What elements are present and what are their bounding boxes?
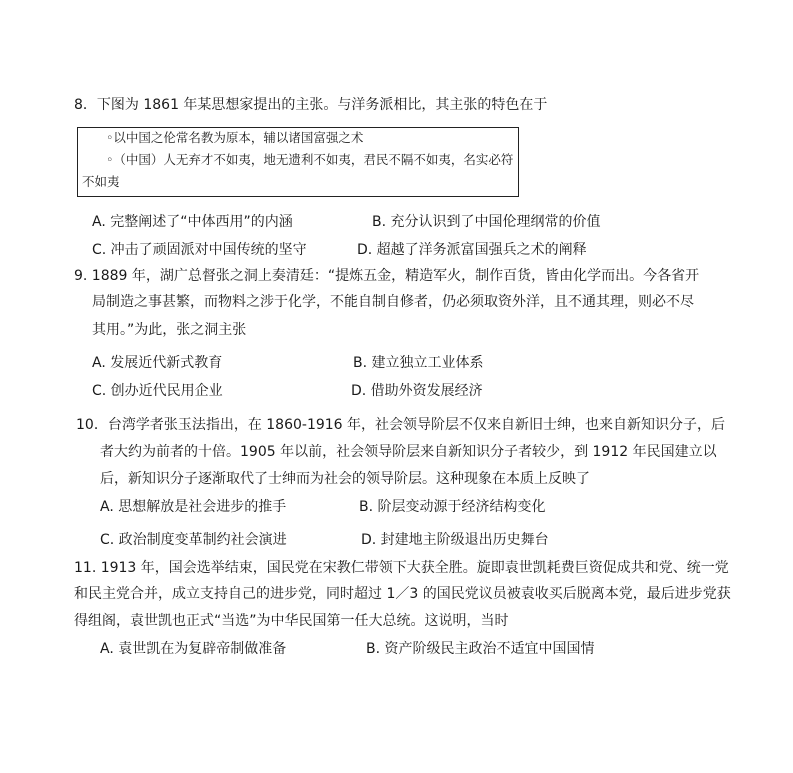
q10-stem-line-2: 者大约为前者的十倍。1905 年以前，社会领导阶层来自新知识分子者较少，到 1912 年民国建立以 [100, 444, 717, 460]
q8-quote-box [77, 127, 519, 197]
q9-option-b[interactable]: B. 建立独立工业体系 [353, 355, 484, 371]
q9-stem-line-1: 9. 1889 年，湖广总督张之洞上奏清廷：“提炼五金，精造军火，制作百货，皆由化学而出。今各省开 [74, 268, 700, 284]
q8-option-c[interactable]: C. 冲击了顽固派对中国传统的坚守 [92, 242, 307, 258]
q11-stem-line-1: 11. 1913 年，国会选举结束，国民党在宋教仁带领下大获全胜。旋即袁世凯耗费巨资促成共和党、统一党 [74, 560, 729, 576]
q9-option-a[interactable]: A. 发展近代新式教育 [92, 355, 223, 371]
q10-stem-line-1: 10．台湾学者张玉法指出，在 1860-1916 年，社会领导阶层不仅来自新旧士绅，也来自新知识分子，后 [76, 417, 726, 433]
q11-option-a[interactable]: A. 袁世凯在为复辟帝制做准备 [100, 641, 287, 657]
q9-stem-line-3: 其用。”为此，张之洞主张 [92, 322, 247, 338]
q9-option-d[interactable]: D. 借助外资发展经济 [351, 383, 483, 399]
q8-option-a[interactable]: A. 完整阐述了“中体西用”的内涵 [92, 214, 293, 230]
q11-stem-line-3: 得组阁，袁世凯也正式“当选”为中华民国第一任大总统。这说明，当时 [74, 613, 509, 629]
q10-option-c[interactable]: C. 政治制度变革制约社会演进 [100, 532, 287, 548]
q10-option-b[interactable]: B. 阶层变动源于经济结构变化 [359, 499, 546, 515]
q10-option-a[interactable]: A. 思想解放是社会进步的推手 [100, 499, 287, 515]
q8-option-b[interactable]: B. 充分认识到了中国伦理纲常的价值 [372, 214, 601, 230]
q8-quote-line-3: 不如夷 [82, 174, 120, 189]
q10-option-d[interactable]: D. 封建地主阶级退出历史舞台 [361, 532, 549, 548]
q8-option-d[interactable]: D. 超越了洋务派富国强兵之术的阐释 [357, 242, 587, 258]
q8-stem: 8．下图为 1861 年某思想家提出的主张。与洋务派相比，其主张的特色在于 [74, 97, 548, 113]
q10-stem-line-3: 后，新知识分子逐渐取代了士绅而为社会的领导阶层。这种现象在本质上反映了 [100, 471, 590, 487]
q8-quote-line-2: ◦（中国）人无弃才不如夷，地无遗利不如夷，君民不隔不如夷，名实必符 [106, 152, 514, 167]
q8-quote-line-1: ◦以中国之伦常名教为原本，辅以诸国富强之术 [106, 130, 364, 145]
q9-option-c[interactable]: C. 创办近代民用企业 [92, 383, 223, 399]
q9-stem-line-2: 局制造之事甚繁，而物料之涉于化学，不能自制自修者，仍必须取资外洋，且不通其理，则必不尽 [92, 294, 694, 310]
q11-stem-line-2: 和民主党合并，成立支持自己的进步党，同时超过 1／3 的国民党议员被袁收买后脱离本党，最后进步党获 [74, 586, 731, 602]
q11-option-b[interactable]: B. 资产阶级民主政治不适宜中国国情 [366, 641, 595, 657]
